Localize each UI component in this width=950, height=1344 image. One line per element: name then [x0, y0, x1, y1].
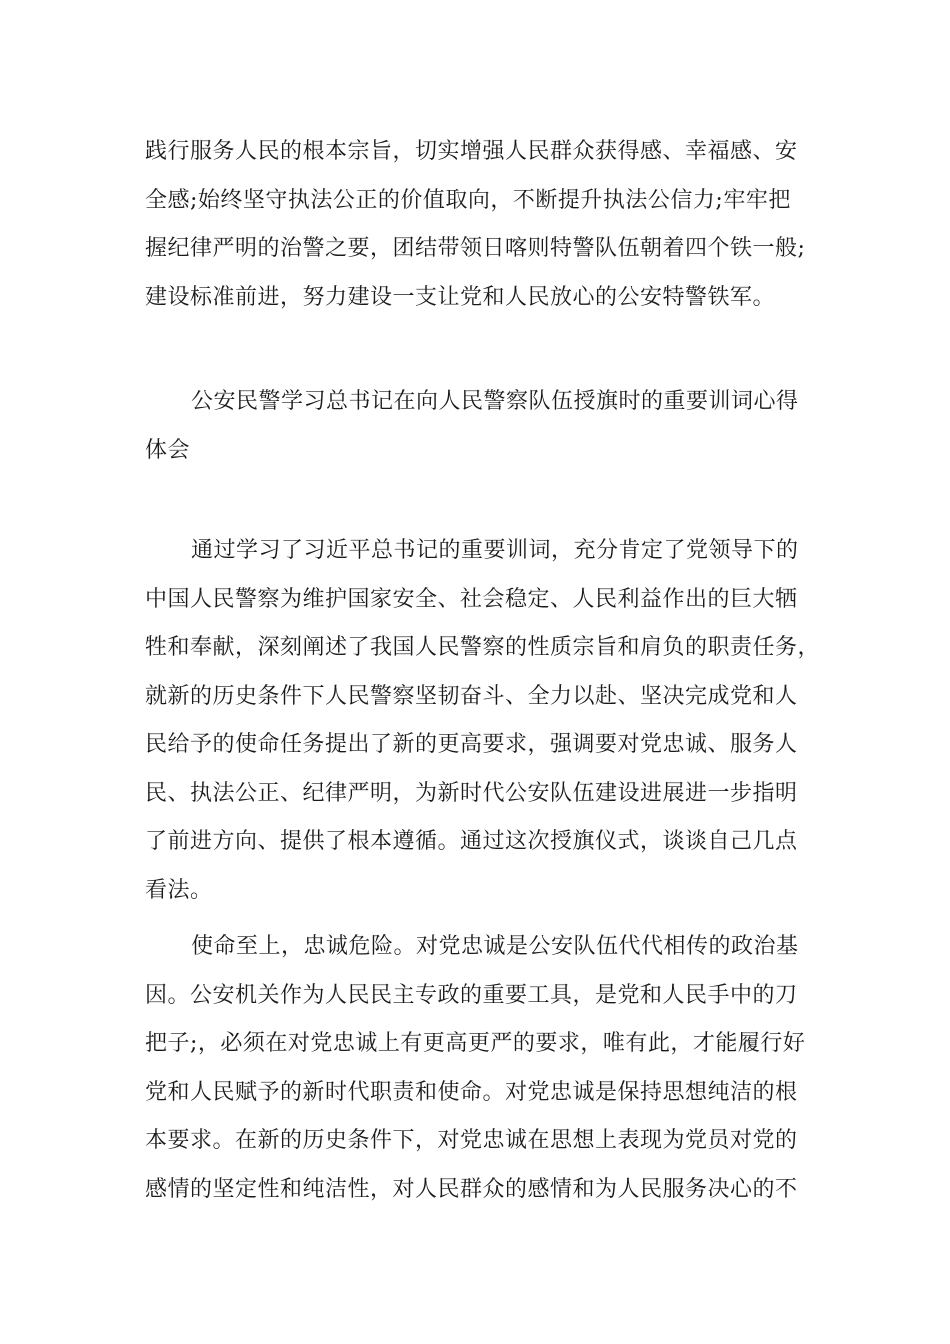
text-line: 使命至上，忠诚危险。对党忠诚是公安队伍代代相传的政治基	[191, 934, 799, 959]
text-line: 牲和奉献，深刻阐述了我国人民警察的性质宗旨和肩负的职责任务，	[145, 635, 821, 660]
heading-line: 公安民警学习总书记在向人民警察队伍授旗时的重要训词心得	[191, 389, 799, 414]
text-line: 握纪律严明的治警之要，团结带领日喀则特警队伍朝着四个铁一般;	[145, 236, 806, 261]
body-paragraph-1	[145, 527, 821, 915]
text-line: 民、执法公正、纪律严明，为新时代公安队伍建设进展进一步指明	[145, 780, 798, 806]
text-line: 了前进方向、提供了根本遵循。通过这次授旗仪式，谈谈自己几点	[145, 829, 798, 854]
text-line: 就新的历史条件下人民警察坚韧奋斗、全力以赴、坚决完成党和人	[145, 683, 798, 709]
text-line: 建设标准前进，努力建设一支让党和人民放心的公安特警铁军。	[145, 284, 776, 310]
text-line: 中国人民警察为维护国家安全、社会稳定、人民利益作出的巨大牺	[145, 586, 798, 612]
text-line: 通过学习了习近平总书记的重要训词，充分肯定了党领导下的	[191, 538, 799, 563]
body-paragraph-2	[145, 923, 815, 1214]
text-line: 民给予的使命任务提出了新的更高要求，强调要对党忠诚、服务人	[145, 732, 798, 757]
text-line: 感情的坚定性和纯洁性，对人民群众的感情和为人民服务决心的不	[145, 1176, 798, 1202]
heading-line: 体会	[145, 437, 191, 463]
section-heading	[145, 378, 815, 475]
text-line: 看法。	[145, 877, 213, 903]
text-line: 全感;始终坚守执法公正的价值取向，不断提升执法公信力;牢牢把	[145, 187, 791, 213]
text-line: 因。公安机关作为人民民主专政的重要工具，是党和人民手中的刀	[145, 982, 798, 1008]
text-line: 党和人民赋予的新时代职责和使命。对党忠诚是保持思想纯洁的根	[145, 1079, 798, 1105]
text-line: 本要求。在新的历史条件下，对党忠诚在思想上表现为党员对党的	[145, 1128, 798, 1153]
intro-paragraph	[145, 128, 815, 322]
text-line: 践行服务人民的根本宗旨，切实增强人民群众获得感、幸福感、安	[145, 139, 798, 164]
text-line: 把子;，必须在对党忠诚上有更高更严的要求，唯有此，才能履行好	[145, 1031, 806, 1056]
